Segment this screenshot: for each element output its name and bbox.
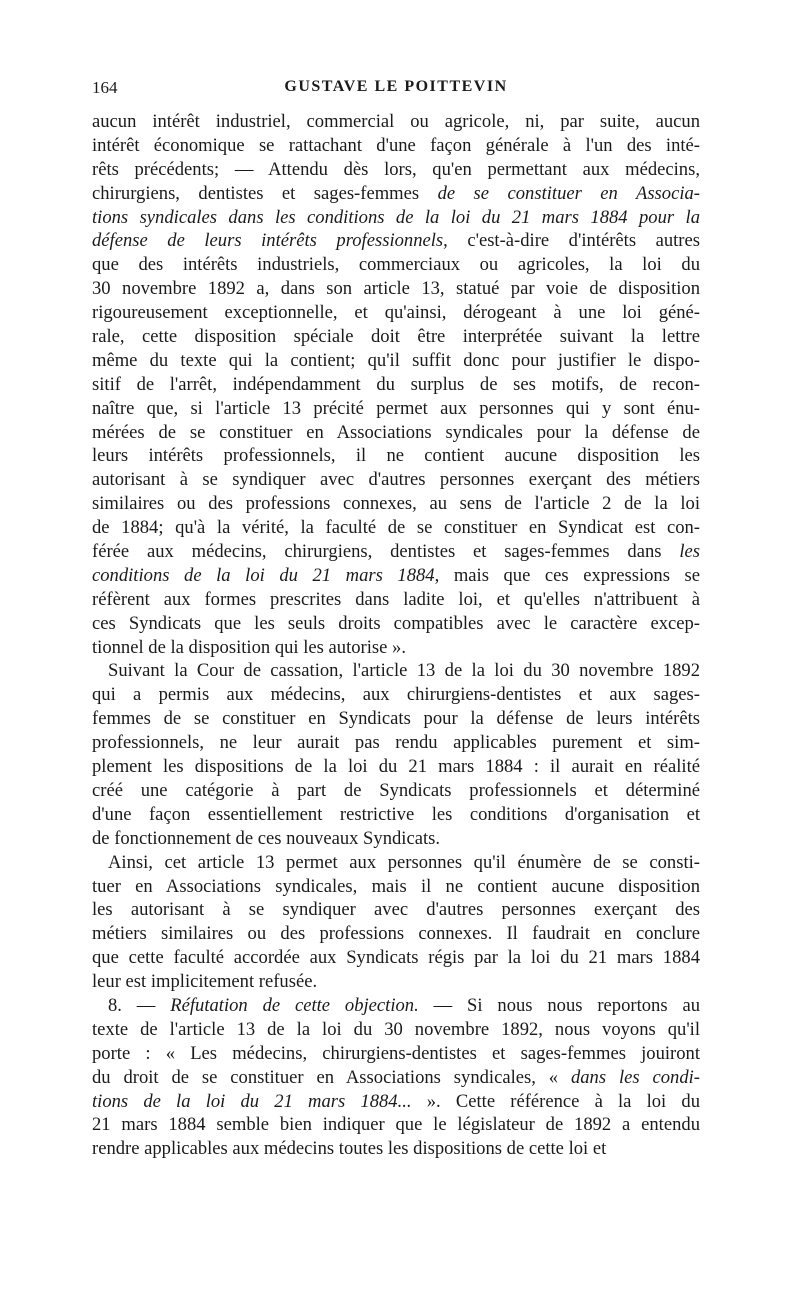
text-segment: chirurgiens, dentistes et sages-femmes bbox=[92, 182, 438, 204]
italic-text: tions de la loi du 21 mars 1884... bbox=[92, 1090, 412, 1112]
text-line bbox=[92, 898, 700, 922]
text-segment: métiers similaires ou des professions connexes. Il faudrait en conclure bbox=[92, 923, 700, 945]
text-segment: réfèrent aux formes prescrites dans ladite loi, et qu'elles n'attribuent à bbox=[92, 588, 700, 610]
text-segment: plement les dispositions de la loi du 21 mars 1884 : il aurait en réalité bbox=[92, 756, 700, 778]
text-line bbox=[92, 683, 700, 707]
text-line bbox=[92, 325, 700, 349]
text-line bbox=[92, 206, 700, 230]
text-line bbox=[92, 492, 700, 516]
text-line bbox=[92, 277, 700, 301]
text-line bbox=[92, 707, 700, 731]
text-line bbox=[92, 134, 700, 158]
text-segment: de 1884; qu'à la vérité, la faculté de se constituer en Syndicat est con- bbox=[92, 517, 700, 539]
text-line bbox=[92, 444, 700, 468]
text-segment: rale, cette disposition spéciale doit être interprétée suivant la lettre bbox=[92, 326, 700, 348]
text-line bbox=[92, 612, 700, 636]
text-segment: que cette faculté accordée aux Syndicats régis par la loi du 21 mars 1884 bbox=[92, 947, 700, 969]
text-segment: de fonctionnement de ces nouveaux Syndicats. bbox=[92, 827, 441, 849]
text-segment: que des intérêts industriels, commerciaux ou agricoles, la loi du bbox=[92, 254, 700, 276]
text-segment: leur est implicitement refusée. bbox=[92, 971, 318, 993]
text-segment: du droit de se constituer en Associations syndicales, « bbox=[92, 1066, 571, 1088]
text-segment: 21 mars 1884 semble bien indiquer que le législateur de 1892 a entendu bbox=[92, 1114, 700, 1136]
text-line bbox=[92, 349, 700, 373]
running-title: GUSTAVE LE POITTEVIN bbox=[284, 78, 508, 95]
text-segment: Suivant la Cour de cassation, l'article 13 de la loi du 30 novembre 1892 bbox=[108, 660, 700, 682]
text-line bbox=[92, 636, 700, 660]
text-line bbox=[92, 755, 700, 779]
italic-text: Réfutation de cette objection. bbox=[170, 994, 419, 1016]
text-segment: 8. — bbox=[108, 994, 171, 1016]
text-segment: professionnels, ne leur aurait pas rendu applicables purement et sim- bbox=[92, 732, 700, 754]
text-line bbox=[92, 110, 700, 134]
text-line bbox=[92, 946, 700, 970]
text-line bbox=[92, 875, 700, 899]
italic-text: de se constituer en Associa- bbox=[437, 182, 700, 204]
text-segment: ces Syndicats que les seuls droits compatibles avec le caractère excep- bbox=[92, 612, 700, 634]
page-header bbox=[92, 78, 700, 102]
text-segment: aucun intérêt industriel, commercial ou agricole, ni, par suite, aucun bbox=[92, 111, 700, 132]
text-segment: tionnel de la disposition qui les autorise ». bbox=[92, 636, 406, 658]
text-line bbox=[92, 373, 700, 397]
text-line bbox=[92, 229, 700, 253]
text-segment: les autorisant à se syndiquer avec d'autres personnes exerçant des bbox=[92, 899, 700, 921]
text-line bbox=[92, 182, 700, 206]
text-line bbox=[92, 516, 700, 540]
text-segment: , mais que ces expressions se bbox=[434, 564, 701, 586]
text-line bbox=[92, 827, 700, 851]
text-segment: sitif de l'arrêt, indépendamment du surplus de ses motifs, de recon- bbox=[92, 373, 700, 395]
text-segment: autorisant à se syndiquer avec d'autres personnes exerçant des métiers bbox=[92, 469, 700, 491]
text-segment: férée aux médecins, chirurgiens, dentistes et sages-femmes dans bbox=[92, 541, 680, 563]
text-segment: rendre applicables aux médecins toutes les dispositions de cette loi et bbox=[92, 1138, 607, 1160]
text-line bbox=[92, 659, 700, 683]
text-line bbox=[92, 421, 700, 445]
text-line bbox=[92, 922, 700, 946]
text-line bbox=[92, 1137, 700, 1161]
text-segment: 30 novembre 1892 a, dans son article 13, statué par voie de disposition bbox=[92, 278, 700, 300]
text-line bbox=[92, 158, 700, 182]
text-segment: ». Cette référence à la loi du bbox=[411, 1090, 700, 1112]
text-segment: qui a permis aux médecins, aux chirurgiens-dentistes et aux sages- bbox=[92, 684, 700, 706]
text-segment: naître que, si l'article 13 précité permet aux personnes qui y sont énu- bbox=[92, 397, 700, 419]
text-line bbox=[92, 1018, 700, 1042]
text-segment: rêts précédents; — Attendu dès lors, qu'en permettant aux médecins, bbox=[92, 158, 700, 180]
text-line bbox=[92, 1113, 700, 1137]
text-segment: porte : « Les médecins, chirurgiens-dentistes et sages-femmes jouiront bbox=[92, 1042, 700, 1064]
text-segment: mérées de se constituer en Associations syndicales pour la défense de bbox=[92, 421, 700, 443]
italic-text: conditions de la loi du 21 mars 1884 bbox=[92, 564, 435, 586]
text-line bbox=[92, 1090, 700, 1114]
text-line bbox=[92, 1042, 700, 1066]
text-segment: similaires ou des professions connexes, au sens de l'article 2 de la loi bbox=[92, 493, 700, 515]
text-segment: tuer en Associations syndicales, mais il ne contient aucune disposition bbox=[92, 875, 700, 897]
text-line bbox=[92, 468, 700, 492]
italic-text: tions syndicales dans les conditions de la loi du 21 mars 1884 pour la bbox=[92, 206, 700, 228]
text-segment: même du texte qui la contient; qu'il suffit donc pour justifier le dispo- bbox=[92, 349, 700, 371]
page-number: 164 bbox=[92, 78, 118, 97]
text-segment: femmes de se constituer en Syndicats pour la défense de leurs intérêts bbox=[92, 708, 700, 730]
text-line bbox=[92, 397, 700, 421]
text-line bbox=[92, 1066, 700, 1090]
text-segment: créé une catégorie à part de Syndicats professionnels et déterminé bbox=[92, 779, 700, 801]
text-segment: leurs intérêts professionnels, il ne contient aucune disposition les bbox=[92, 445, 700, 467]
text-line bbox=[92, 851, 700, 875]
text-line bbox=[92, 994, 700, 1018]
text-segment: d'une façon essentiellement restrictive les conditions d'organisation et bbox=[92, 803, 700, 825]
text-line bbox=[92, 564, 700, 588]
text-line bbox=[92, 301, 700, 325]
text-segment: , c'est-à-dire d'intérêts autres bbox=[443, 230, 700, 252]
text-segment: texte de l'article 13 de la loi du 30 novembre 1892, nous voyons qu'il bbox=[92, 1018, 700, 1040]
text-segment: rigoureusement exceptionnelle, et qu'ainsi, dérogeant à une loi géné- bbox=[92, 302, 700, 324]
text-line bbox=[92, 803, 700, 827]
italic-text: dans les condi- bbox=[570, 1066, 700, 1088]
text-line bbox=[92, 253, 700, 277]
text-line bbox=[92, 731, 700, 755]
text-segment: — Si nous nous reportons au bbox=[418, 994, 700, 1016]
italic-text: défense de leurs intérêts professionnels bbox=[92, 230, 444, 252]
text-line bbox=[92, 779, 700, 803]
italic-text: les bbox=[679, 541, 700, 563]
text-segment: Ainsi, cet article 13 permet aux personnes qu'il énumère de se consti- bbox=[108, 851, 700, 873]
text-segment: intérêt économique se rattachant d'une façon générale à l'un des inté- bbox=[92, 134, 700, 156]
text-line bbox=[92, 970, 700, 994]
text-line bbox=[92, 540, 700, 564]
body-text bbox=[92, 110, 700, 1161]
text-line bbox=[92, 588, 700, 612]
